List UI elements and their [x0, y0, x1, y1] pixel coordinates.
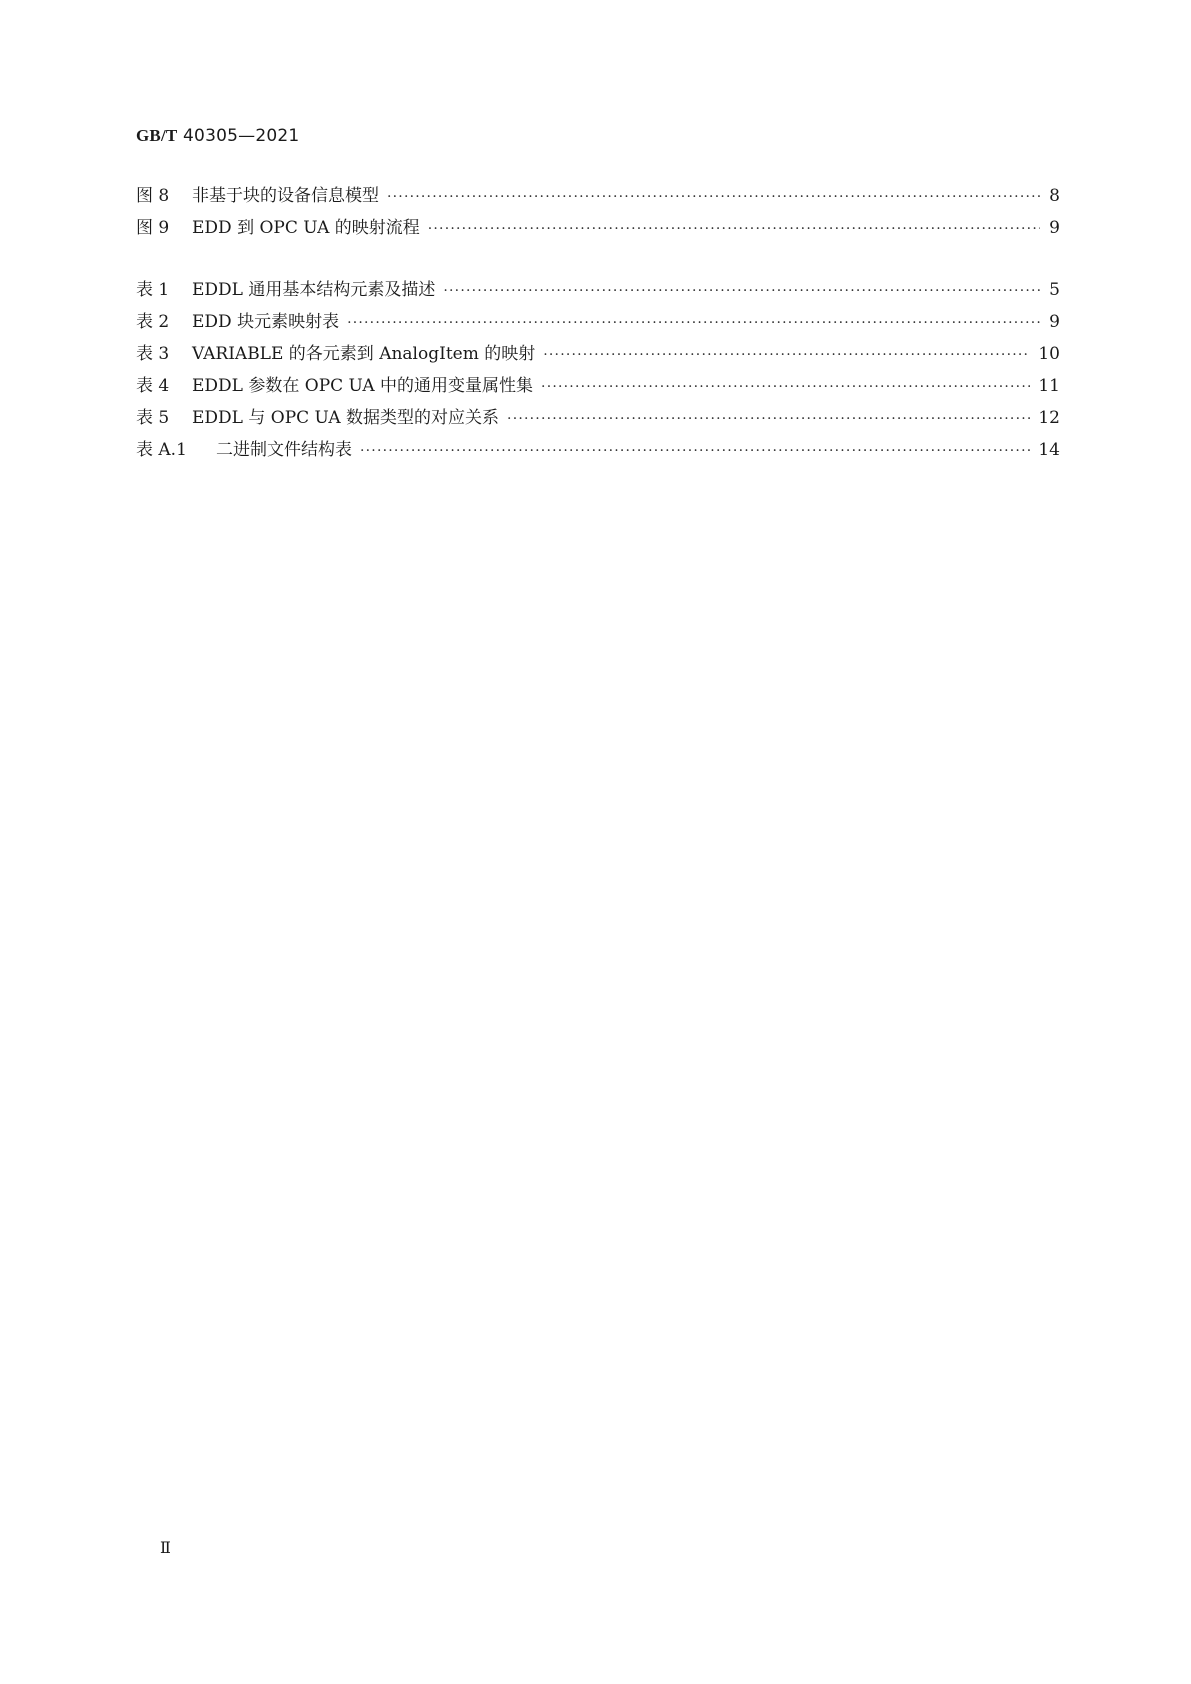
- standard-prefix: GB/T: [136, 126, 178, 145]
- toc-entry-page: 5: [1049, 280, 1060, 300]
- toc-leader-dots: [360, 443, 1030, 459]
- toc-entry-label: 表 A.1: [136, 440, 187, 460]
- toc-leader-dots: [347, 315, 1040, 331]
- toc-leader-dots: [507, 411, 1030, 427]
- toc-entry-title: EDD 块元素映射表: [192, 312, 340, 332]
- toc-entry-title: EDD 到 OPC UA 的映射流程: [192, 218, 420, 238]
- toc-entry[interactable]: [136, 181, 1060, 213]
- toc-leader-dots: [543, 347, 1030, 363]
- toc-entry-title: 非基于块的设备信息模型: [192, 186, 379, 206]
- toc-entry-label: 表 5: [136, 408, 170, 428]
- toc-figures-list: [136, 181, 1060, 245]
- toc-entry[interactable]: [136, 213, 1060, 245]
- toc-entry[interactable]: [136, 371, 1060, 403]
- toc-leader-dots: [443, 283, 1040, 299]
- toc-entry[interactable]: [136, 403, 1060, 435]
- toc-entry-label: 表 3: [136, 344, 170, 364]
- toc-leader-dots: [541, 379, 1030, 395]
- toc-leader-dots: [428, 221, 1040, 237]
- toc-entry-page: 9: [1049, 218, 1060, 238]
- toc-entry[interactable]: [136, 435, 1060, 467]
- document-header: [136, 126, 299, 146]
- toc-entry-label: 表 4: [136, 376, 170, 396]
- toc-entry-page: 11: [1038, 376, 1060, 396]
- toc-entry-page: 9: [1049, 312, 1060, 332]
- standard-number: 40305—2021: [177, 126, 300, 146]
- page-number: Ⅱ: [160, 1540, 171, 1557]
- toc-entry[interactable]: [136, 307, 1060, 339]
- toc-entry-page: 8: [1049, 186, 1060, 206]
- toc-entry-title: VARIABLE 的各元素到 AnalogItem 的映射: [192, 344, 536, 364]
- toc-entry[interactable]: [136, 339, 1060, 371]
- toc-entry-title: EDDL 参数在 OPC UA 中的通用变量属性集: [192, 376, 534, 396]
- toc-entry-title: 二进制文件结构表: [216, 440, 352, 460]
- toc-entry-label: 表 2: [136, 312, 170, 332]
- toc-entry-label: 表 1: [136, 280, 170, 300]
- toc-leader-dots: [387, 189, 1040, 205]
- toc-entry-label: 图 9: [136, 218, 170, 238]
- toc-entry-page: 14: [1038, 440, 1060, 460]
- toc-entry-title: EDDL 与 OPC UA 数据类型的对应关系: [192, 408, 500, 428]
- toc-entry-page: 12: [1038, 408, 1060, 428]
- toc-tables-list: [136, 275, 1060, 467]
- toc-entry[interactable]: [136, 275, 1060, 307]
- toc-entry-title: EDDL 通用基本结构元素及描述: [192, 280, 436, 300]
- toc-entry-label: 图 8: [136, 186, 170, 206]
- toc-entry-page: 10: [1038, 344, 1060, 364]
